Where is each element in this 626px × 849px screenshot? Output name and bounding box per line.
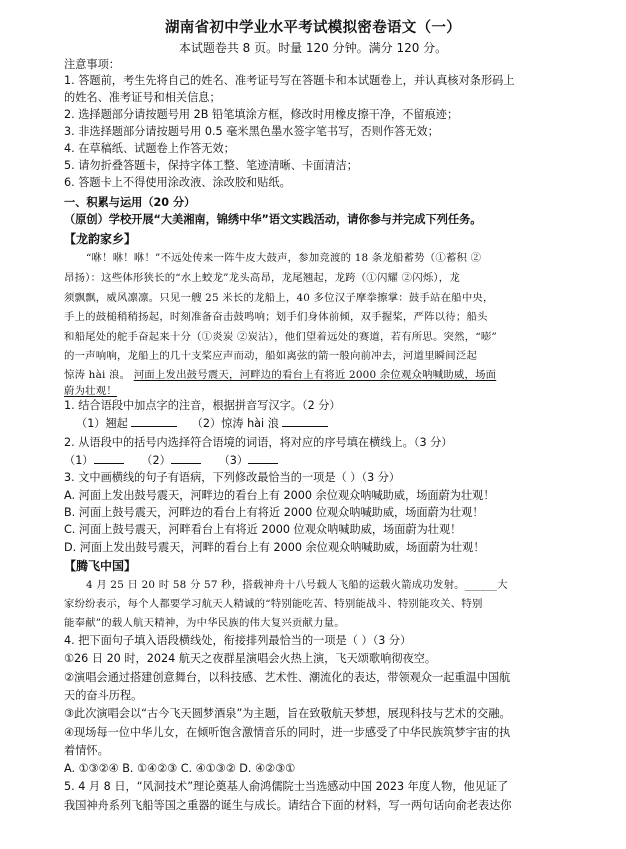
notice-item: 2. 选择题部分请按题号用 2B 铅笔填涂方框，修改时用橡皮擦干净，不留痕迹；: [64, 108, 459, 121]
q4-item: ①26 日 20 时，2024 航天之夜群星演唱会火热上演，飞天颂歌响彻夜空。: [64, 652, 437, 665]
q4-item: 着情怀。: [64, 744, 109, 757]
passage-line: 昂扬）：这些体形狭长的“水上蛟龙”龙头高昂，龙尾翘起，龙跨（①闪耀 ②闪烁），龙: [64, 272, 460, 284]
passage-line: 能奉献”的载人航天精神，为中华民族的伟大复兴贡献力量。: [64, 617, 345, 629]
part-tag-dragon: 【龙韵家乡】: [64, 232, 137, 246]
q3-option-a: A. 河面上发出鼓号震天，河畔边的看台上有 2000 余位观众呐喊助威，场面蔚为壮观！: [64, 489, 495, 502]
passage-line: “咻！咻！咻！”不远处传来一阵牛皮大鼓声，参加竞渡的 18 条龙船蓄势（①蓄积 ②: [86, 252, 482, 264]
notice-item: 1. 答题前，考生先将自己的姓名、准考证号写在答题卡和本试题卷上，并认真核对条形码上: [64, 74, 515, 87]
exam-subtitle: 本试题卷共 8 页。时量 120 分钟。满分 120 分。: [178, 41, 448, 55]
q4-options: A. ①③②④ B. ①④②③ C. ④①③② D. ④②③①: [64, 762, 296, 775]
underlined-sentence: 河面上发出鼓号震天，河畔边的看台上有将近 2000 余位观众呐喊助威，场面: [133, 369, 497, 381]
q2-item-c: （3）: [218, 454, 249, 467]
q1-item-b: （2）惊涛 hài 浪: [191, 417, 279, 430]
q3-option-b: B. 河面上鼓号震天，河畔边的看台上有将近 2000 位观众呐喊助威，场面蔚为壮观！: [64, 506, 484, 519]
section-intro: （原创）学校开展“大美湘南，锦绣中华”语文实践活动，请你参与并完成下列任务。: [64, 213, 482, 226]
answer-blank[interactable]: [94, 453, 124, 464]
section-heading: 一、积累与运用（20 分）: [64, 196, 196, 209]
question-2: 2. 从语段中的括号内选择符合语境的词语，将对应的序号填在横线上。（3 分）: [64, 436, 453, 449]
exam-title: 湖南省初中学业水平考试模拟密卷语文（一）: [165, 20, 461, 36]
question-4: 4. 把下面句子填入语段横线处，衔接排列最恰当的一项是（ ）（3 分）: [64, 634, 412, 647]
q4-item: ④现场每一位中华儿女，在倾听饱含激情音乐的同时，进一步感受了中华民族筑梦宇宙的执: [64, 726, 511, 739]
question-1: 1. 结合语段中加点字的注音，根据拼音写汉字。（2 分）: [64, 399, 341, 412]
q2-item-a: （1）: [64, 454, 94, 467]
q1-item-a: （1）翘起: [76, 417, 128, 430]
q4-item: ③此次演唱会以“古今飞天圆梦酒泉”为主题，旨在致敬航天梦想，展现科技与艺术的交融。: [64, 707, 511, 720]
q3-option-c: C. 河面上鼓号震天，河畔看台上有将近 2000 位观众呐喊助威，场面蔚为壮观！: [64, 523, 462, 536]
q4-item: 天的奋斗历程。: [64, 689, 143, 702]
notice-item: 4. 在草稿纸、试题卷上作答无效；: [64, 142, 235, 155]
underlined-sentence-end: 蔚为壮观！: [64, 385, 117, 397]
answer-blank[interactable]: [131, 416, 177, 427]
notice-heading: 注意事项：: [64, 58, 120, 71]
question-3: 3. 文中画横线的句子有语病，下列修改最恰当的一项是（ ）（3 分）: [64, 471, 401, 484]
passage-line: 的一声响响，龙船上的几十支桨应声而动，船如离弦的箭一般向前冲去，河道里瞬间泛起: [64, 350, 478, 362]
q4-item: ②演唱会通过搭建创意舞台，以科技感、艺术性、潮流化的表达，带领观众一起重温中国航: [64, 671, 511, 684]
answer-blank[interactable]: [282, 416, 328, 427]
passage-line: 手上的鼓槌稍稍扬起，时刻准备奋击鼓鸣响；划手们身体前倾，双手握桨，严阵以待；船头: [64, 311, 488, 323]
question-5-cont: 我国神舟系列飞船等国之重器的诞生与成长。请结合下面的材料，写一两句话向俞老表达你: [64, 799, 512, 812]
notice-item: 的姓名、准考证号和相关信息；: [64, 91, 221, 104]
notice-item: 6. 答题卡上不得使用涂改液、涂改胶和贴纸。: [64, 176, 291, 189]
q2-item-b: （2）: [141, 454, 171, 467]
answer-blank[interactable]: [171, 453, 201, 464]
notice-item: 5. 请勿折叠答题卡，保持字体工整、笔迹清晰、卡面清洁；: [64, 159, 358, 172]
passage-line: 和船尾处的舵手奋起来十分（①炎炭 ②炭沾），他们望着远处的赛道，若有所思。突然，“嘭”: [64, 331, 497, 343]
notice-item: 3. 非选择题部分请按题号用 0.5 毫米黑色墨水签字笔书写，否则作答无效；: [64, 125, 439, 138]
passage-line: 家纷纷表示，每个人都要学习航天人精诚的“特别能吃苦、特别能战斗、特别能攻关、特别: [64, 598, 483, 610]
passage-line: 惊涛 hài 浪。: [64, 369, 131, 381]
answer-blank[interactable]: [248, 453, 278, 464]
passage-line: 须飘飘，威风凛凛。只见一艘 25 米长的龙船上，40 多位汉子摩拳擦掌：鼓手站在船中央，: [64, 292, 494, 304]
part-tag-china: 【腾飞中国】: [64, 559, 137, 573]
question-5: 5. 4 月 8 日，“风洞技术”理论奠基人俞鸿儒院士当选感动中国 2023 年度人物，他见证了: [64, 780, 509, 793]
q3-option-d: D. 河面上发出鼓号震天，河畔的看台上有 2000 余位观众呐喊助威，场面蔚为壮观！: [64, 541, 485, 554]
passage-line: 4 月 25 日 20 时 58 分 57 秒，搭载神舟十八号载人飞船的运载火箭成功发射。______大: [86, 579, 508, 591]
